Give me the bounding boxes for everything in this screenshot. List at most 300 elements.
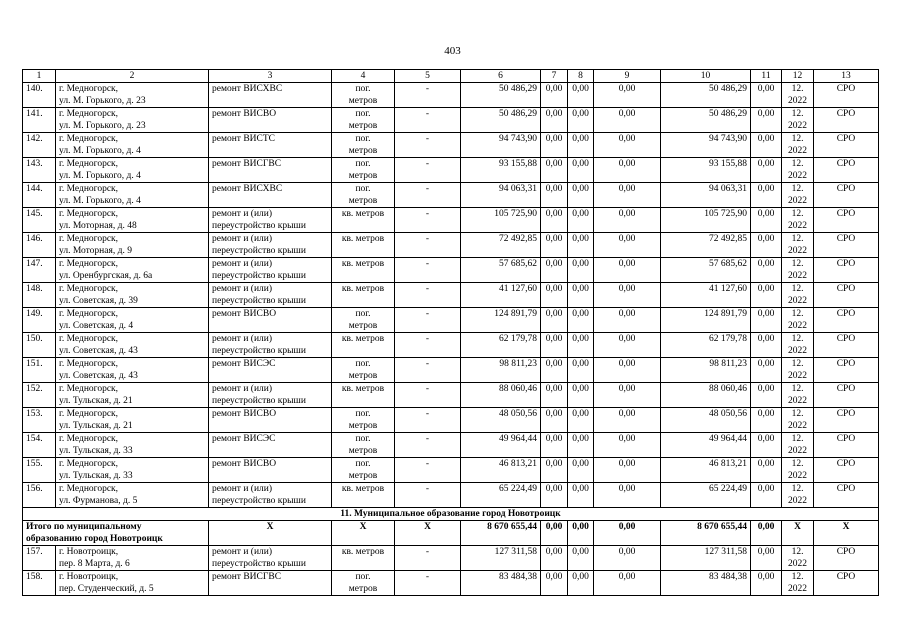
contractor-cell: СРО bbox=[814, 233, 879, 258]
table-row bbox=[23, 483, 879, 508]
fund-cost-cell: 72 492,85 bbox=[661, 233, 751, 258]
cell-line: г. Медногорск, bbox=[59, 84, 119, 94]
cell-line: пог. bbox=[355, 359, 371, 369]
value-cell: 0,00 bbox=[594, 283, 661, 308]
cell-line: ул. Тульская, д. 21 bbox=[59, 421, 133, 431]
total-label-line: образованию город Новотроицк bbox=[26, 534, 163, 544]
cell-line: кв. метров bbox=[341, 234, 385, 244]
column-number: 7 bbox=[541, 70, 568, 83]
cost-cell: 83 484,38 bbox=[461, 571, 541, 596]
work-type-cell bbox=[209, 108, 332, 133]
fund-cost-cell: 65 224,49 bbox=[661, 483, 751, 508]
cell-line: ремонт ВИСВО bbox=[212, 459, 277, 469]
deadline-cell bbox=[782, 208, 814, 233]
total-cell: 0,00 bbox=[594, 521, 661, 546]
cell-line: ремонт ВИСВО bbox=[212, 409, 277, 419]
value-cell: 0,00 bbox=[568, 233, 594, 258]
volume-cell: - bbox=[395, 133, 461, 158]
cell-line: 12. bbox=[791, 159, 804, 169]
address-cell bbox=[56, 383, 209, 408]
address-cell bbox=[56, 546, 209, 571]
cell-line: г. Медногорск, bbox=[59, 259, 119, 269]
cell-line: метров bbox=[348, 196, 378, 206]
value-cell: 0,00 bbox=[568, 308, 594, 333]
total-cell: 8 670 655,44 bbox=[461, 521, 541, 546]
unit-cell bbox=[332, 108, 395, 133]
fund-cost-cell: 88 060,46 bbox=[661, 383, 751, 408]
fund-cost-cell: 127 311,58 bbox=[661, 546, 751, 571]
cell-line: г. Медногорск, bbox=[59, 434, 119, 444]
cell-line: 2022 bbox=[788, 221, 807, 231]
fund-cost-cell: 62 179,78 bbox=[661, 333, 751, 358]
cell-line: метров bbox=[348, 371, 378, 381]
deadline-cell bbox=[782, 183, 814, 208]
fund-cost-cell: 46 813,21 bbox=[661, 458, 751, 483]
value-cell: 0,00 bbox=[541, 333, 568, 358]
row-number: 141. bbox=[23, 108, 56, 133]
total-cell: X bbox=[209, 521, 332, 546]
value-cell: 0,00 bbox=[568, 546, 594, 571]
value-cell: 0,00 bbox=[568, 483, 594, 508]
work-type-cell bbox=[209, 408, 332, 433]
value-cell: 0,00 bbox=[594, 358, 661, 383]
cost-cell: 57 685,62 bbox=[461, 258, 541, 283]
cost-cell: 50 486,29 bbox=[461, 83, 541, 108]
work-type-cell bbox=[209, 308, 332, 333]
cell-line: 12. bbox=[791, 259, 804, 269]
cost-cell: 65 224,49 bbox=[461, 483, 541, 508]
unit-cell bbox=[332, 208, 395, 233]
unit-cell bbox=[332, 433, 395, 458]
fund-cost-cell: 124 891,79 bbox=[661, 308, 751, 333]
cell-line: г. Медногорск, bbox=[59, 359, 119, 369]
cell-line: 12. bbox=[791, 234, 804, 244]
contractor-cell: СРО bbox=[814, 483, 879, 508]
table-row bbox=[23, 83, 879, 108]
table-row bbox=[23, 308, 879, 333]
cell-line: 2022 bbox=[788, 321, 807, 331]
cell-line: метров bbox=[348, 96, 378, 106]
cost-cell: 41 127,60 bbox=[461, 283, 541, 308]
cell-line: ремонт ВИСТС bbox=[212, 134, 276, 144]
value-cell: 0,00 bbox=[568, 358, 594, 383]
work-type-cell bbox=[209, 258, 332, 283]
cell-line: ул. Тульская, д. 21 bbox=[59, 396, 133, 406]
cell-line: ремонт и (или) bbox=[212, 547, 273, 557]
cell-line: г. Медногорск, bbox=[59, 409, 119, 419]
fund-cost-cell: 50 486,29 bbox=[661, 108, 751, 133]
cell-line: ул. М. Горького, д. 4 bbox=[59, 146, 141, 156]
cell-line: ремонт ВИСЭС bbox=[212, 434, 276, 444]
cell-line: 12. bbox=[791, 334, 804, 344]
value-cell: 0,00 bbox=[594, 458, 661, 483]
contractor-cell: СРО bbox=[814, 546, 879, 571]
cell-line: кв. метров bbox=[341, 259, 385, 269]
value-cell: 0,00 bbox=[594, 571, 661, 596]
cell-line: г. Медногорск, bbox=[59, 134, 119, 144]
cell-line: 2022 bbox=[788, 346, 807, 356]
total-label bbox=[23, 521, 209, 546]
value-cell: 0,00 bbox=[751, 383, 782, 408]
contractor-cell: СРО bbox=[814, 83, 879, 108]
cell-line: г. Медногорск, bbox=[59, 284, 119, 294]
cell-line: пог. bbox=[355, 409, 371, 419]
volume-cell: - bbox=[395, 258, 461, 283]
deadline-cell bbox=[782, 433, 814, 458]
fund-cost-cell: 50 486,29 bbox=[661, 83, 751, 108]
address-cell bbox=[56, 108, 209, 133]
value-cell: 0,00 bbox=[568, 133, 594, 158]
value-cell: 0,00 bbox=[541, 183, 568, 208]
work-type-cell bbox=[209, 283, 332, 308]
value-cell: 0,00 bbox=[541, 571, 568, 596]
cell-line: ул. Оренбургская, д. 6а bbox=[59, 271, 153, 281]
row-number: 144. bbox=[23, 183, 56, 208]
contractor-cell: СРО bbox=[814, 208, 879, 233]
total-cell: X bbox=[395, 521, 461, 546]
work-type-cell bbox=[209, 571, 332, 596]
table-row bbox=[23, 283, 879, 308]
value-cell: 0,00 bbox=[568, 433, 594, 458]
cell-line: кв. метров bbox=[341, 547, 385, 557]
table-row bbox=[23, 571, 879, 596]
row-number: 151. bbox=[23, 358, 56, 383]
contractor-cell: СРО bbox=[814, 258, 879, 283]
deadline-cell bbox=[782, 483, 814, 508]
column-number: 10 bbox=[661, 70, 751, 83]
fund-cost-cell: 48 050,56 bbox=[661, 408, 751, 433]
cell-line: ремонт ВИСГВС bbox=[212, 159, 282, 169]
row-number: 147. bbox=[23, 258, 56, 283]
cell-line: 2022 bbox=[788, 171, 807, 181]
cell-line: кв. метров bbox=[341, 209, 385, 219]
contractor-cell: СРО bbox=[814, 333, 879, 358]
table-section-novotroitsk bbox=[23, 508, 879, 546]
unit-cell bbox=[332, 408, 395, 433]
unit-cell bbox=[332, 83, 395, 108]
value-cell: 0,00 bbox=[568, 108, 594, 133]
contractor-cell: СРО bbox=[814, 158, 879, 183]
address-cell bbox=[56, 83, 209, 108]
total-row bbox=[23, 521, 879, 546]
cell-line: 2022 bbox=[788, 296, 807, 306]
cell-line: ремонт и (или) bbox=[212, 234, 273, 244]
deadline-cell bbox=[782, 458, 814, 483]
cell-line: г. Новотроицк, bbox=[59, 547, 119, 557]
volume-cell: - bbox=[395, 108, 461, 133]
row-number: 157. bbox=[23, 546, 56, 571]
value-cell: 0,00 bbox=[594, 233, 661, 258]
address-cell bbox=[56, 133, 209, 158]
cell-line: ул. Советская, д. 39 bbox=[59, 296, 138, 306]
table-row bbox=[23, 358, 879, 383]
volume-cell: - bbox=[395, 233, 461, 258]
cost-cell: 98 811,23 bbox=[461, 358, 541, 383]
value-cell: 0,00 bbox=[568, 571, 594, 596]
cell-line: ул. Моторная, д. 9 bbox=[59, 246, 132, 256]
column-number: 13 bbox=[814, 70, 879, 83]
value-cell: 0,00 bbox=[594, 83, 661, 108]
unit-cell bbox=[332, 458, 395, 483]
cost-cell: 62 179,78 bbox=[461, 333, 541, 358]
cell-line: ул. Советская, д. 4 bbox=[59, 321, 134, 331]
unit-cell bbox=[332, 158, 395, 183]
volume-cell: - bbox=[395, 458, 461, 483]
cell-line: метров bbox=[348, 121, 378, 131]
volume-cell: - bbox=[395, 483, 461, 508]
cost-cell: 50 486,29 bbox=[461, 108, 541, 133]
value-cell: 0,00 bbox=[751, 158, 782, 183]
cell-line: 12. bbox=[791, 109, 804, 119]
value-cell: 0,00 bbox=[751, 458, 782, 483]
cell-line: 12. bbox=[791, 284, 804, 294]
value-cell: 0,00 bbox=[751, 483, 782, 508]
deadline-cell bbox=[782, 83, 814, 108]
unit-cell bbox=[332, 258, 395, 283]
work-type-cell bbox=[209, 183, 332, 208]
cell-line: г. Новотроицк, bbox=[59, 572, 119, 582]
value-cell: 0,00 bbox=[541, 483, 568, 508]
cell-line: переустройство крыши bbox=[212, 271, 306, 281]
row-number: 154. bbox=[23, 433, 56, 458]
cost-cell: 105 725,90 bbox=[461, 208, 541, 233]
row-number: 155. bbox=[23, 458, 56, 483]
cell-line: ремонт и (или) bbox=[212, 384, 273, 394]
value-cell: 0,00 bbox=[568, 208, 594, 233]
contractor-cell: СРО bbox=[814, 283, 879, 308]
value-cell: 0,00 bbox=[594, 133, 661, 158]
cell-line: г. Медногорск, bbox=[59, 209, 119, 219]
unit-cell bbox=[332, 233, 395, 258]
cell-line: кв. метров bbox=[341, 384, 385, 394]
cell-line: пог. bbox=[355, 184, 371, 194]
cell-line: ул. Тульская, д. 33 bbox=[59, 446, 133, 456]
contractor-cell: СРО bbox=[814, 358, 879, 383]
contractor-cell: СРО bbox=[814, 133, 879, 158]
cell-line: 2022 bbox=[788, 196, 807, 206]
value-cell: 0,00 bbox=[568, 258, 594, 283]
cost-cell: 93 155,88 bbox=[461, 158, 541, 183]
row-number: 152. bbox=[23, 383, 56, 408]
cell-line: ремонт и (или) bbox=[212, 284, 273, 294]
cell-line: г. Медногорск, bbox=[59, 159, 119, 169]
value-cell: 0,00 bbox=[568, 408, 594, 433]
work-type-cell bbox=[209, 158, 332, 183]
deadline-cell bbox=[782, 283, 814, 308]
work-type-cell bbox=[209, 83, 332, 108]
unit-cell bbox=[332, 283, 395, 308]
value-cell: 0,00 bbox=[751, 308, 782, 333]
cell-line: ул. Моторная, д. 48 bbox=[59, 221, 137, 231]
volume-cell: - bbox=[395, 333, 461, 358]
volume-cell: - bbox=[395, 383, 461, 408]
address-cell bbox=[56, 283, 209, 308]
cell-line: пог. bbox=[355, 309, 371, 319]
value-cell: 0,00 bbox=[594, 208, 661, 233]
fund-cost-cell: 93 155,88 bbox=[661, 158, 751, 183]
cell-line: г. Медногорск, bbox=[59, 109, 119, 119]
cost-cell: 49 964,44 bbox=[461, 433, 541, 458]
cost-cell: 46 813,21 bbox=[461, 458, 541, 483]
value-cell: 0,00 bbox=[541, 383, 568, 408]
cost-cell: 72 492,85 bbox=[461, 233, 541, 258]
table-body-novotroitsk bbox=[23, 546, 879, 596]
value-cell: 0,00 bbox=[594, 158, 661, 183]
cell-line: 2022 bbox=[788, 446, 807, 456]
value-cell: 0,00 bbox=[594, 308, 661, 333]
work-type-cell bbox=[209, 383, 332, 408]
volume-cell: - bbox=[395, 433, 461, 458]
work-type-cell bbox=[209, 483, 332, 508]
fund-cost-cell: 57 685,62 bbox=[661, 258, 751, 283]
fund-cost-cell: 105 725,90 bbox=[661, 208, 751, 233]
cell-line: ул. М. Горького, д. 4 bbox=[59, 171, 141, 181]
row-number: 145. bbox=[23, 208, 56, 233]
address-cell bbox=[56, 408, 209, 433]
work-type-cell bbox=[209, 233, 332, 258]
cell-line: 12. bbox=[791, 434, 804, 444]
value-cell: 0,00 bbox=[541, 283, 568, 308]
cell-line: ремонт и (или) bbox=[212, 209, 273, 219]
cell-line: 12. bbox=[791, 134, 804, 144]
value-cell: 0,00 bbox=[594, 108, 661, 133]
total-cell: X bbox=[332, 521, 395, 546]
contractor-cell: СРО bbox=[814, 383, 879, 408]
contractor-cell: СРО bbox=[814, 433, 879, 458]
column-number: 2 bbox=[56, 70, 209, 83]
contractor-cell: СРО bbox=[814, 108, 879, 133]
volume-cell: - bbox=[395, 283, 461, 308]
table-row bbox=[23, 433, 879, 458]
deadline-cell bbox=[782, 133, 814, 158]
cell-line: ремонт и (или) bbox=[212, 484, 273, 494]
cell-line: ремонт ВИСВО bbox=[212, 109, 277, 119]
value-cell: 0,00 bbox=[751, 108, 782, 133]
cell-line: 2022 bbox=[788, 559, 807, 569]
value-cell: 0,00 bbox=[751, 408, 782, 433]
value-cell: 0,00 bbox=[568, 333, 594, 358]
unit-cell bbox=[332, 483, 395, 508]
value-cell: 0,00 bbox=[568, 283, 594, 308]
row-number: 149. bbox=[23, 308, 56, 333]
cell-line: ул. М. Горького, д. 23 bbox=[59, 96, 146, 106]
value-cell: 0,00 bbox=[541, 408, 568, 433]
cell-line: 2022 bbox=[788, 271, 807, 281]
value-cell: 0,00 bbox=[568, 458, 594, 483]
cell-line: ремонт и (или) bbox=[212, 334, 273, 344]
value-cell: 0,00 bbox=[568, 383, 594, 408]
cell-line: метров bbox=[348, 146, 378, 156]
address-cell bbox=[56, 208, 209, 233]
cell-line: 12. bbox=[791, 84, 804, 94]
deadline-cell bbox=[782, 383, 814, 408]
value-cell: 0,00 bbox=[541, 208, 568, 233]
volume-cell: - bbox=[395, 546, 461, 571]
volume-cell: - bbox=[395, 358, 461, 383]
cell-line: ремонт и (или) bbox=[212, 259, 273, 269]
cell-line: 12. bbox=[791, 359, 804, 369]
deadline-cell bbox=[782, 258, 814, 283]
cell-line: ул. Тульская, д. 33 bbox=[59, 471, 133, 481]
value-cell: 0,00 bbox=[568, 183, 594, 208]
cell-line: пог. bbox=[355, 159, 371, 169]
cell-line: ул. Советская, д. 43 bbox=[59, 371, 138, 381]
cell-line: ремонт ВИСГВС bbox=[212, 572, 282, 582]
cell-line: 12. bbox=[791, 484, 804, 494]
row-number: 142. bbox=[23, 133, 56, 158]
cell-line: пер. 8 Марта, д. 6 bbox=[59, 559, 130, 569]
cell-line: пог. bbox=[355, 109, 371, 119]
volume-cell: - bbox=[395, 183, 461, 208]
value-cell: 0,00 bbox=[568, 83, 594, 108]
section-header-row bbox=[23, 508, 879, 521]
volume-cell: - bbox=[395, 83, 461, 108]
address-cell bbox=[56, 308, 209, 333]
table-row bbox=[23, 408, 879, 433]
unit-cell bbox=[332, 183, 395, 208]
cell-line: 2022 bbox=[788, 421, 807, 431]
value-cell: 0,00 bbox=[594, 408, 661, 433]
cell-line: метров bbox=[348, 421, 378, 431]
cell-line: метров bbox=[348, 446, 378, 456]
cell-line: переустройство крыши bbox=[212, 396, 306, 406]
value-cell: 0,00 bbox=[568, 158, 594, 183]
address-cell bbox=[56, 333, 209, 358]
value-cell: 0,00 bbox=[541, 546, 568, 571]
cell-line: переустройство крыши bbox=[212, 559, 306, 569]
cell-line: 2022 bbox=[788, 146, 807, 156]
volume-cell: - bbox=[395, 208, 461, 233]
value-cell: 0,00 bbox=[541, 158, 568, 183]
total-cell: 0,00 bbox=[541, 521, 568, 546]
deadline-cell bbox=[782, 571, 814, 596]
table-row bbox=[23, 183, 879, 208]
cell-line: ремонт ВИСХВС bbox=[212, 184, 283, 194]
deadline-cell bbox=[782, 333, 814, 358]
unit-cell bbox=[332, 571, 395, 596]
cell-line: кв. метров bbox=[341, 284, 385, 294]
cell-line: 12. bbox=[791, 184, 804, 194]
cell-line: пог. bbox=[355, 459, 371, 469]
value-cell: 0,00 bbox=[751, 233, 782, 258]
address-cell bbox=[56, 571, 209, 596]
contractor-cell: СРО bbox=[814, 308, 879, 333]
volume-cell: - bbox=[395, 158, 461, 183]
cell-line: ул. М. Горького, д. 4 bbox=[59, 196, 141, 206]
value-cell: 0,00 bbox=[751, 333, 782, 358]
column-number: 1 bbox=[23, 70, 56, 83]
work-type-cell bbox=[209, 546, 332, 571]
deadline-cell bbox=[782, 158, 814, 183]
cell-line: г. Медногорск, bbox=[59, 484, 119, 494]
value-cell: 0,00 bbox=[594, 383, 661, 408]
contractor-cell: СРО bbox=[814, 458, 879, 483]
row-number: 148. bbox=[23, 283, 56, 308]
cell-line: ул. Фурманова, д. 5 bbox=[59, 496, 138, 506]
unit-cell bbox=[332, 358, 395, 383]
row-number: 143. bbox=[23, 158, 56, 183]
value-cell: 0,00 bbox=[751, 83, 782, 108]
page-number: 403 bbox=[444, 45, 461, 57]
cell-line: 2022 bbox=[788, 496, 807, 506]
column-number: 9 bbox=[594, 70, 661, 83]
volume-cell: - bbox=[395, 408, 461, 433]
cell-line: ремонт ВИСВО bbox=[212, 309, 277, 319]
deadline-cell bbox=[782, 233, 814, 258]
total-cell: X bbox=[782, 521, 814, 546]
cell-line: г. Медногорск, bbox=[59, 234, 119, 244]
work-type-cell bbox=[209, 133, 332, 158]
